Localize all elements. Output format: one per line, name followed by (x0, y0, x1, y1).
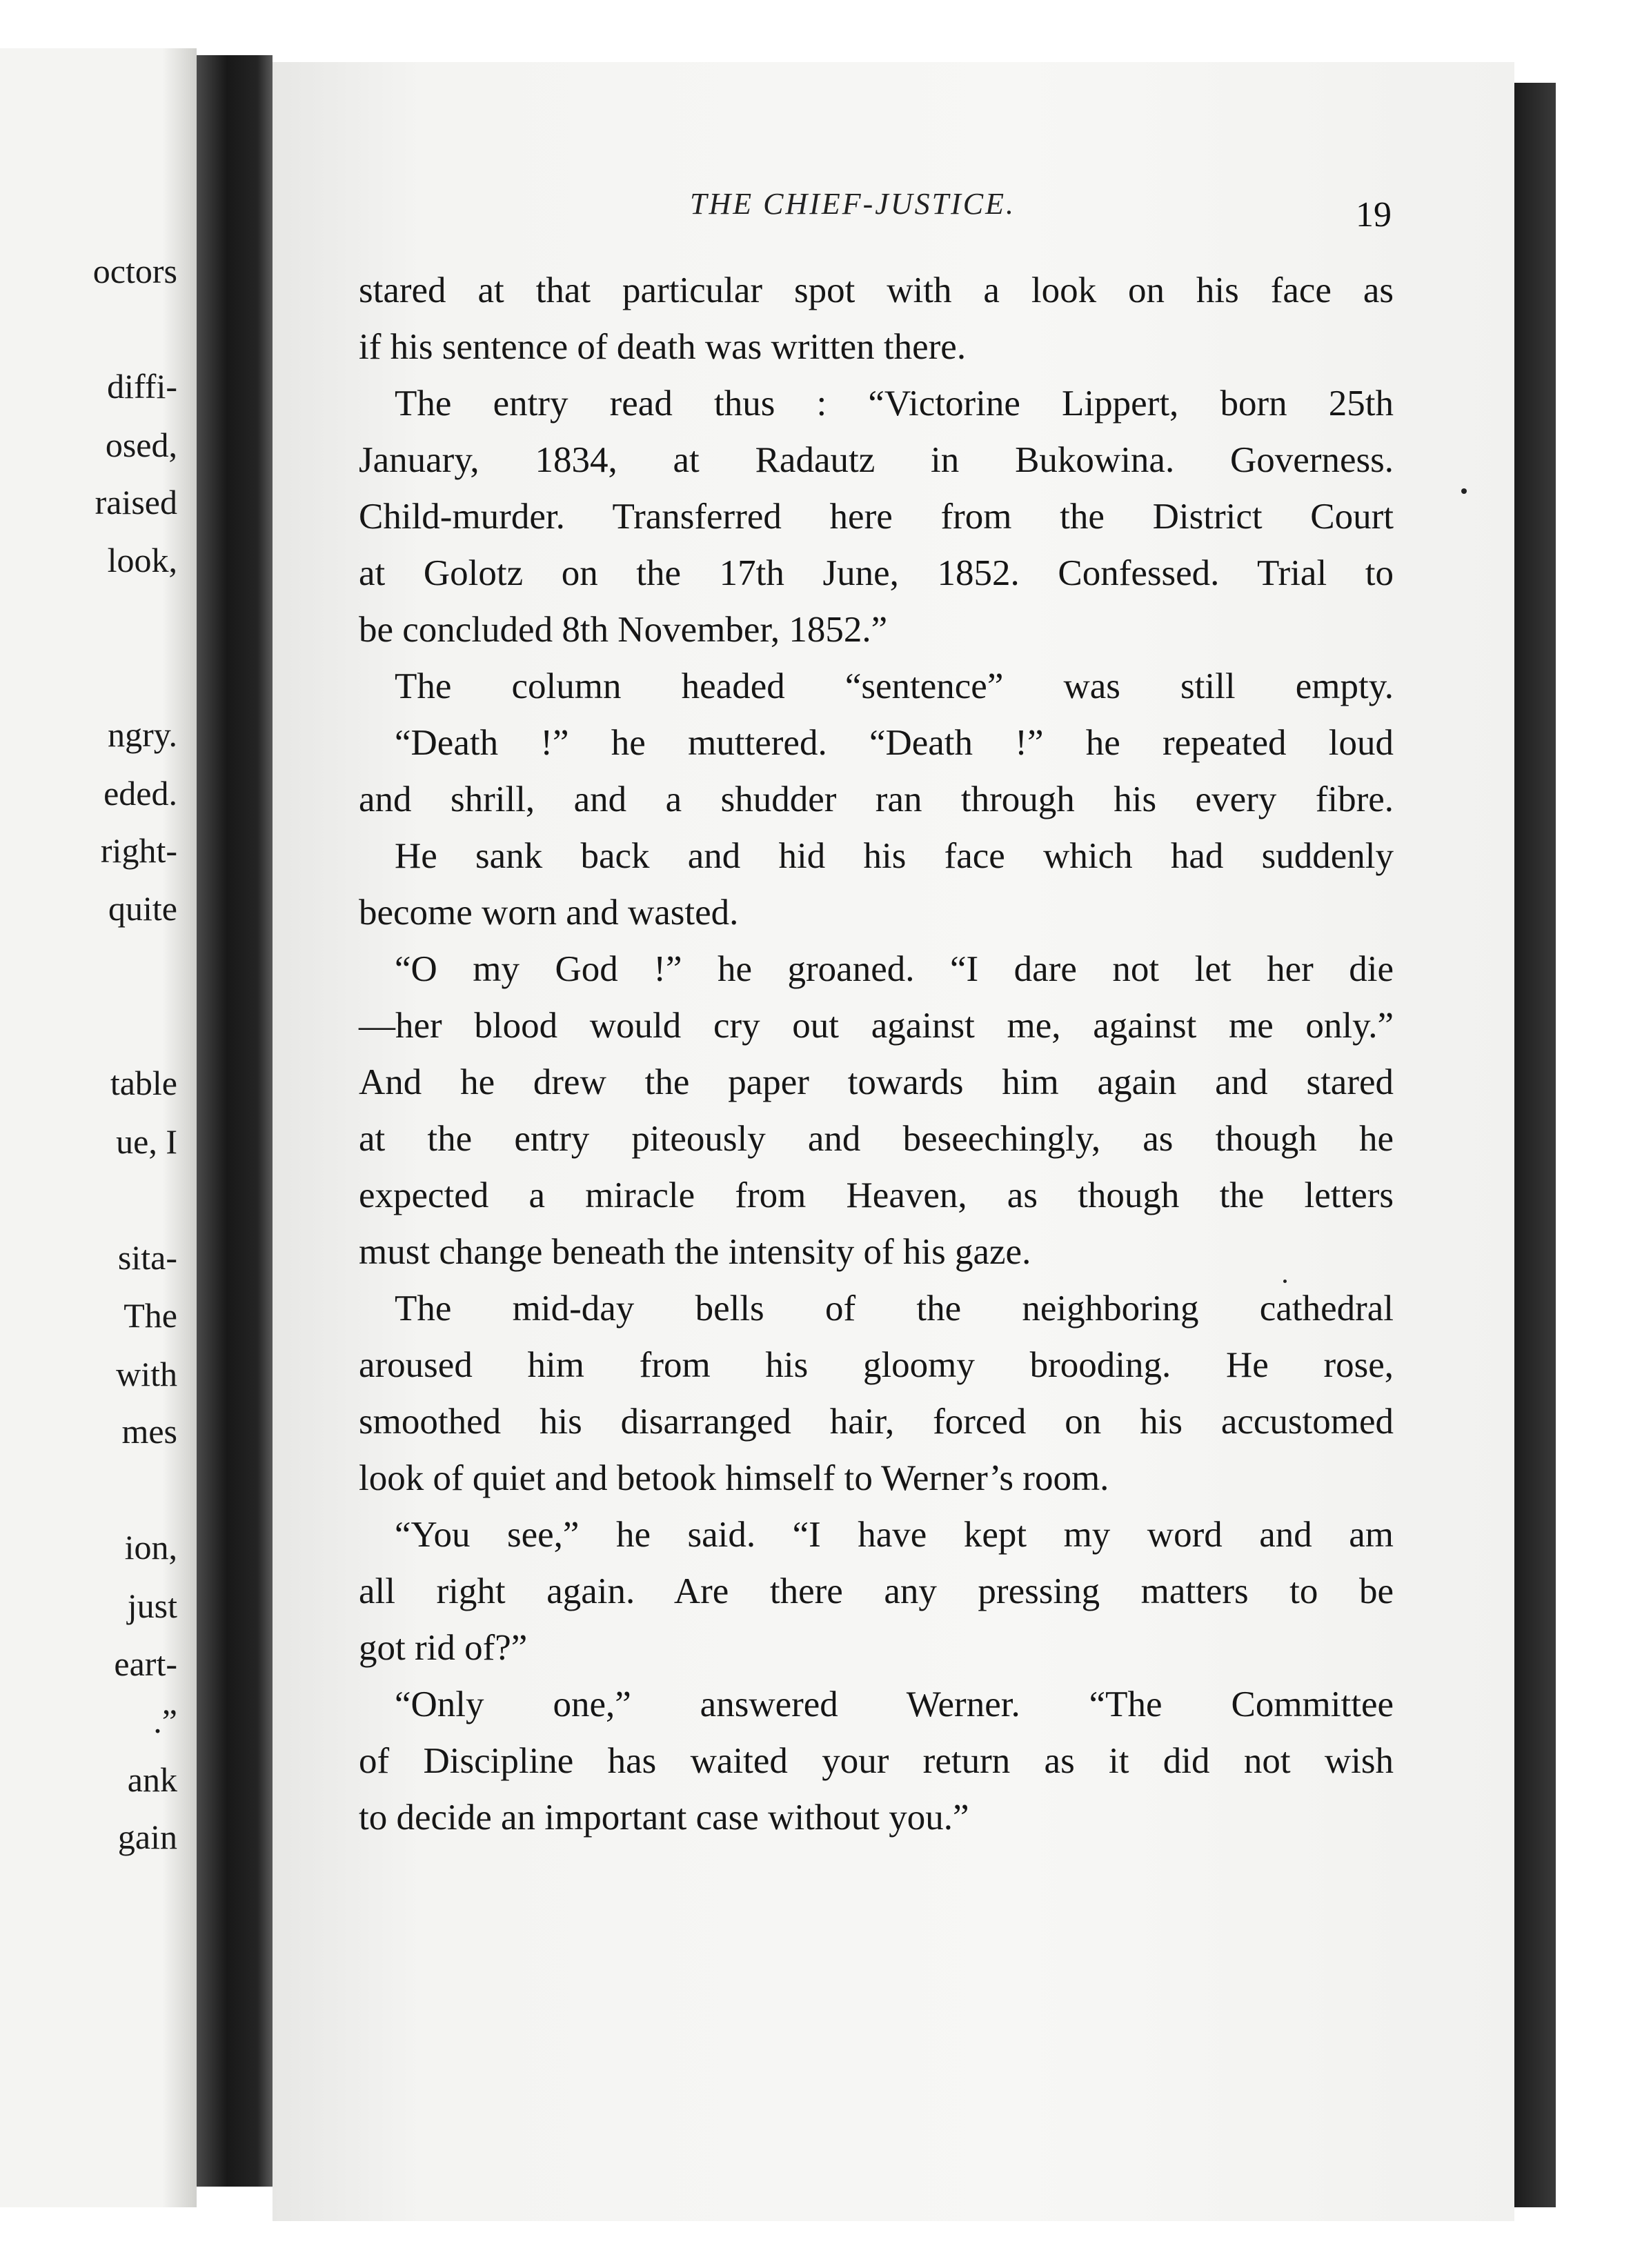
text-line: got rid of?” (359, 1628, 528, 1668)
body-text (359, 262, 1394, 1846)
text-line: look of quiet and betook himself to Werner’s room. (359, 1458, 1109, 1498)
book-gutter (197, 55, 273, 2187)
left-page-line: ngry. (108, 715, 177, 754)
text-line: if his sentence of death was written there. (359, 327, 967, 367)
left-page-line: diffi- (107, 367, 177, 406)
text-line: at Golotz on the 17th June, 1852. Confessed. Trial to (359, 553, 1394, 593)
text-line: He sank back and hid his face which had suddenly (395, 836, 1394, 876)
left-page-line: octors (92, 252, 177, 290)
print-speck (1461, 488, 1467, 494)
text-line: “O my God !” he groaned. “I dare not let her die (395, 949, 1394, 989)
text-line: be concluded 8th November, 1852.” (359, 610, 888, 650)
left-page-line: ue, I (116, 1122, 177, 1161)
left-page-line: mes (121, 1412, 177, 1451)
text-line: “You see,” he said. “I have kept my word and am (395, 1515, 1394, 1555)
left-page (0, 48, 197, 2207)
text-line: and shrill, and a shudder ran through his every fibre. (359, 779, 1394, 819)
left-page-line: eded. (103, 774, 177, 813)
text-line: to decide an important case without you.” (359, 1798, 969, 1838)
left-page-line: ank (127, 1760, 177, 1799)
left-page-line: .” (153, 1702, 177, 1740)
text-line: Child-murder. Transferred here from the District Court (359, 497, 1394, 537)
left-page-line: ion, (124, 1528, 177, 1566)
left-page-line: with (116, 1355, 177, 1393)
text-line: “Only one,” answered Werner. “The Committee (395, 1684, 1394, 1724)
left-page-line: table (110, 1064, 177, 1102)
running-head: THE CHIEF-JUSTICE. (690, 187, 1016, 221)
text-line: January, 1834, at Radautz in Bukowina. Governess. (359, 440, 1394, 480)
text-line: at the entry piteously and beseechingly, as though he (359, 1119, 1394, 1159)
page-number: 19 (1356, 195, 1392, 235)
left-page-line: look, (107, 541, 177, 579)
left-page-line: eart- (114, 1644, 177, 1683)
text-line: And he drew the paper towards him again and stared (359, 1062, 1394, 1102)
text-line: The entry read thus : “Victorine Lippert, born 25th (395, 384, 1394, 424)
text-line: all right again. Are there any pressing matters to be (359, 1571, 1394, 1611)
left-page-line: sita- (117, 1238, 177, 1277)
left-page-line: quite (108, 889, 177, 928)
text-line: aroused him from his gloomy brooding. He rose, (359, 1345, 1394, 1385)
text-line: must change beneath the intensity of his gaze. (359, 1232, 1031, 1272)
print-speck (1283, 1280, 1287, 1283)
text-line: The column headed “sentence” was still empty. (395, 666, 1394, 706)
left-page-line: gain (117, 1818, 177, 1856)
left-page-line: The (123, 1296, 177, 1335)
text-line: smoothed his disarranged hair, forced on his accustomed (359, 1402, 1394, 1442)
text-line: —her blood would cry out against me, against me only.” (359, 1006, 1394, 1046)
text-line: expected a miracle from Heaven, as though the letters (359, 1175, 1394, 1215)
left-page-line: osed, (105, 426, 177, 464)
page-edge-shadow (1514, 83, 1556, 2207)
text-line: of Discipline has waited your return as it did not wish (359, 1741, 1394, 1781)
text-line: become worn and wasted. (359, 893, 739, 933)
text-line: stared at that particular spot with a look on his face as (359, 270, 1394, 310)
left-page-line: raised (95, 483, 177, 521)
left-page-line: right- (100, 831, 177, 870)
left-page-line: just (127, 1586, 177, 1625)
text-line: “Death !” he muttered. “Death !” he repeated loud (395, 723, 1394, 763)
text-line: The mid-day bells of the neighboring cathedral (395, 1289, 1394, 1329)
